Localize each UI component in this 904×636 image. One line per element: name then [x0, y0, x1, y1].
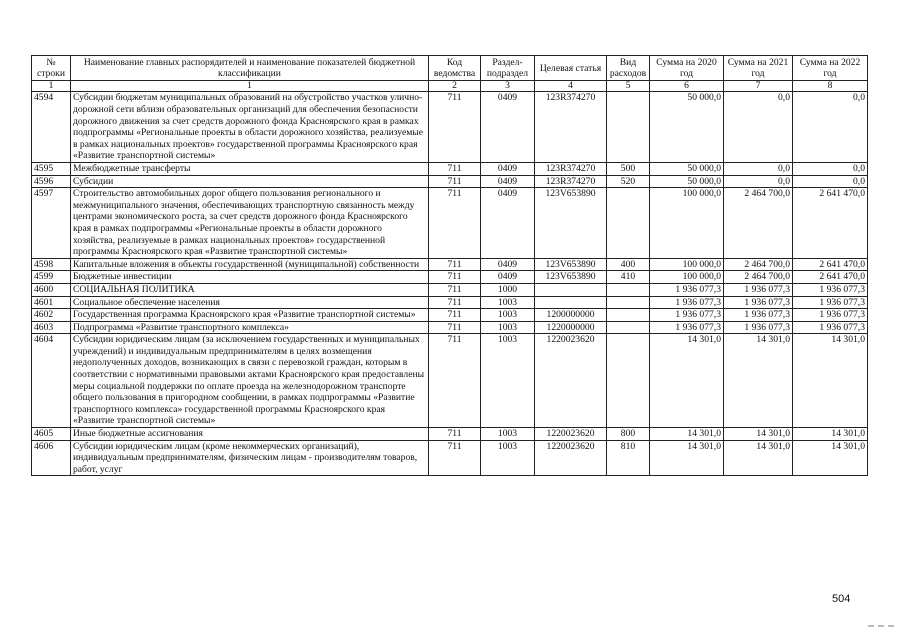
cell-row-number: 4599: [32, 271, 71, 284]
cell-dept-code: 711: [429, 428, 481, 441]
table-body: [32, 92, 868, 476]
cell-name: Капитальные вложения в объекты государственной (муниципальной) собственности: [71, 258, 429, 271]
cell-sum-2020: 14 301,0: [650, 440, 724, 476]
cell-target-item: 123R374270: [535, 162, 607, 175]
cell-row-number: 4605: [32, 428, 71, 441]
cell-section: 0409: [481, 175, 535, 188]
cell-expense-type: [607, 296, 650, 309]
cell-dept-code: 711: [429, 258, 481, 271]
cell-expense-type: 800: [607, 428, 650, 441]
cell-expense-type: 500: [607, 162, 650, 175]
cell-dept-code: 711: [429, 92, 481, 163]
cell-target-item: 1200000000: [535, 309, 607, 322]
header-sum-2022: Сумма на 2022 год: [793, 56, 868, 81]
table-row: [32, 258, 868, 271]
cell-sum-2021: 14 301,0: [724, 428, 793, 441]
cell-row-number: 4603: [32, 321, 71, 334]
table-row: [32, 188, 868, 259]
cell-target-item: 1220023620: [535, 440, 607, 476]
cell-expense-type: 520: [607, 175, 650, 188]
cell-sum-2022: 14 301,0: [793, 428, 868, 441]
cell-row-number: 4594: [32, 92, 71, 163]
cell-row-number: 4602: [32, 309, 71, 322]
cell-row-number: 4596: [32, 175, 71, 188]
cell-dept-code: 711: [429, 321, 481, 334]
cell-sum-2022: 1 936 077,3: [793, 309, 868, 322]
cell-target-item: 1220000000: [535, 321, 607, 334]
cell-sum-2020: 50 000,0: [650, 162, 724, 175]
column-number: 6: [650, 81, 724, 92]
table-row: [32, 309, 868, 322]
cell-section: 1003: [481, 440, 535, 476]
scan-edge-mark: [868, 625, 894, 631]
cell-sum-2020: 50 000,0: [650, 92, 724, 163]
cell-name: Бюджетные инвестиции: [71, 271, 429, 284]
cell-dept-code: 711: [429, 309, 481, 322]
cell-expense-type: [607, 92, 650, 163]
table-row: [32, 175, 868, 188]
column-number: 3: [481, 81, 535, 92]
header-sum-2021: Сумма на 2021 год: [724, 56, 793, 81]
budget-page: [31, 55, 867, 476]
header-target-item: Целевая статья: [535, 56, 607, 81]
header-expense-type: Вид расходов: [607, 56, 650, 81]
table-row: [32, 428, 868, 441]
cell-row-number: 4604: [32, 334, 71, 428]
cell-name: Строительство автомобильных дорог общего пользования регионального и межмуниципального значения, обеспечивающих транспортную связанность между центрами экономического роста, за счет средств дорожного фонда Красноярского края в рамках подпрограммы «Региональные проекты в области дорожного хозяйства, реализуемые в рамках национальных проектов» государственной программы Красноярского края «Развитие транспортной системы»: [71, 188, 429, 259]
cell-expense-type: [607, 309, 650, 322]
cell-target-item: [535, 283, 607, 296]
cell-sum-2020: 100 000,0: [650, 271, 724, 284]
column-number: 4: [535, 81, 607, 92]
cell-sum-2021: 2 464 700,0: [724, 188, 793, 259]
cell-sum-2022: 0,0: [793, 175, 868, 188]
cell-section: 0409: [481, 271, 535, 284]
table-row: [32, 92, 868, 163]
cell-dept-code: 711: [429, 334, 481, 428]
cell-sum-2020: 50 000,0: [650, 175, 724, 188]
cell-dept-code: 711: [429, 296, 481, 309]
cell-sum-2021: 14 301,0: [724, 334, 793, 428]
cell-expense-type: 810: [607, 440, 650, 476]
cell-name: Подпрограмма «Развитие транспортного комплекса»: [71, 321, 429, 334]
cell-dept-code: 711: [429, 271, 481, 284]
cell-sum-2021: 0,0: [724, 175, 793, 188]
cell-name: Иные бюджетные ассигнования: [71, 428, 429, 441]
cell-target-item: 123R374270: [535, 175, 607, 188]
cell-target-item: 123V653890: [535, 188, 607, 259]
cell-name: Межбюджетные трансферты: [71, 162, 429, 175]
cell-sum-2022: 2 641 470,0: [793, 188, 868, 259]
column-number: 5: [607, 81, 650, 92]
cell-section: 0409: [481, 258, 535, 271]
cell-sum-2021: 1 936 077,3: [724, 321, 793, 334]
cell-sum-2021: 1 936 077,3: [724, 296, 793, 309]
cell-target-item: 1220023620: [535, 334, 607, 428]
cell-name: Государственная программа Красноярского края «Развитие транспортной системы»: [71, 309, 429, 322]
cell-name: Субсидии юридическим лицам (за исключением государственных и муниципальных учреждений) и индивидуальным предпринимателям в целях возмещения недополученных доходов, возникающих в связи с перевозкой граждан, которым в соответствии с нормативными правовыми актами Красноярского края предоставлены меры социальной поддержки по оплате проезда на железнодорожном транспорте общего пользования в пригородном сообщении, в рамках подпрограммы «Развитие транспортного комплекса» государственной программы Красноярского края «Развитие транспортной системы»: [71, 334, 429, 428]
header-sum-2020: Сумма на 2020 год: [650, 56, 724, 81]
cell-section: 0409: [481, 162, 535, 175]
cell-dept-code: 711: [429, 440, 481, 476]
cell-sum-2021: 0,0: [724, 162, 793, 175]
cell-name: Субсидии: [71, 175, 429, 188]
cell-sum-2020: 100 000,0: [650, 258, 724, 271]
cell-expense-type: [607, 283, 650, 296]
cell-sum-2022: 0,0: [793, 162, 868, 175]
cell-sum-2020: 1 936 077,3: [650, 283, 724, 296]
cell-sum-2021: 2 464 700,0: [724, 271, 793, 284]
cell-row-number: 4598: [32, 258, 71, 271]
cell-expense-type: 410: [607, 271, 650, 284]
cell-expense-type: 400: [607, 258, 650, 271]
cell-section: 1003: [481, 428, 535, 441]
column-number: 2: [429, 81, 481, 92]
cell-sum-2020: 100 000,0: [650, 188, 724, 259]
column-number: 8: [793, 81, 868, 92]
cell-dept-code: 711: [429, 283, 481, 296]
cell-section: 1003: [481, 321, 535, 334]
cell-sum-2020: 1 936 077,3: [650, 321, 724, 334]
cell-sum-2021: 0,0: [724, 92, 793, 163]
cell-sum-2022: 1 936 077,3: [793, 283, 868, 296]
cell-sum-2022: 2 641 470,0: [793, 258, 868, 271]
table-row: [32, 321, 868, 334]
cell-sum-2020: 14 301,0: [650, 428, 724, 441]
cell-target-item: 123V653890: [535, 271, 607, 284]
cell-row-number: 4595: [32, 162, 71, 175]
cell-expense-type: [607, 188, 650, 259]
cell-target-item: 123V653890: [535, 258, 607, 271]
cell-name: Социальное обеспечение населения: [71, 296, 429, 309]
cell-dept-code: 711: [429, 188, 481, 259]
column-number: 1: [32, 81, 71, 92]
cell-sum-2022: 0,0: [793, 92, 868, 163]
cell-name: Субсидии бюджетам муниципальных образований на обустройство участков улично-дорожной сети вблизи образовательных организаций для обеспечения безопасности дорожного движения за счет средств дорожного фонда Красноярского края в рамках подпрограммы «Региональные проекты в области дорожного хозяйства, реализуемые в рамках национальных проектов» государственной программы Красноярского края «Развитие транспортной системы»: [71, 92, 429, 163]
table-row: [32, 440, 868, 476]
cell-row-number: 4601: [32, 296, 71, 309]
cell-name: СОЦИАЛЬНАЯ ПОЛИТИКА: [71, 283, 429, 296]
cell-section: 1003: [481, 296, 535, 309]
cell-sum-2020: 1 936 077,3: [650, 309, 724, 322]
cell-row-number: 4606: [32, 440, 71, 476]
header-dept-code: Код ведомства: [429, 56, 481, 81]
column-number-row: [32, 81, 868, 92]
cell-dept-code: 711: [429, 175, 481, 188]
cell-row-number: 4597: [32, 188, 71, 259]
cell-expense-type: [607, 334, 650, 428]
cell-sum-2021: 1 936 077,3: [724, 309, 793, 322]
cell-target-item: 1220023620: [535, 428, 607, 441]
cell-section: 1003: [481, 334, 535, 428]
cell-section: 0409: [481, 188, 535, 259]
cell-sum-2022: 14 301,0: [793, 334, 868, 428]
column-number: 1: [71, 81, 429, 92]
table-row: [32, 283, 868, 296]
cell-section: 0409: [481, 92, 535, 163]
header-section: Раздел-подраздел: [481, 56, 535, 81]
cell-row-number: 4600: [32, 283, 71, 296]
table-row: [32, 334, 868, 428]
table-row: [32, 271, 868, 284]
page-number: 504: [832, 593, 851, 605]
table-row: [32, 296, 868, 309]
header-name: Наименование главных распорядителей и наименование показателей бюджетной классификации: [71, 56, 429, 81]
table-header-row: [32, 56, 868, 81]
cell-sum-2022: 1 936 077,3: [793, 296, 868, 309]
cell-sum-2020: 1 936 077,3: [650, 296, 724, 309]
header-row-number: № строки: [32, 56, 71, 81]
cell-sum-2020: 14 301,0: [650, 334, 724, 428]
cell-sum-2021: 2 464 700,0: [724, 258, 793, 271]
cell-sum-2022: 1 936 077,3: [793, 321, 868, 334]
column-number: 7: [724, 81, 793, 92]
cell-target-item: [535, 296, 607, 309]
cell-sum-2021: 14 301,0: [724, 440, 793, 476]
cell-name: Субсидии юридическим лицам (кроме некоммерческих организаций), индивидуальным предпринимателям, физическим лицам - производителям товаров, работ, услуг: [71, 440, 429, 476]
cell-section: 1000: [481, 283, 535, 296]
budget-table: [31, 55, 868, 476]
cell-expense-type: [607, 321, 650, 334]
cell-section: 1003: [481, 309, 535, 322]
cell-sum-2022: 2 641 470,0: [793, 271, 868, 284]
cell-dept-code: 711: [429, 162, 481, 175]
cell-sum-2022: 14 301,0: [793, 440, 868, 476]
table-row: [32, 162, 868, 175]
cell-sum-2021: 1 936 077,3: [724, 283, 793, 296]
cell-target-item: 123R374270: [535, 92, 607, 163]
